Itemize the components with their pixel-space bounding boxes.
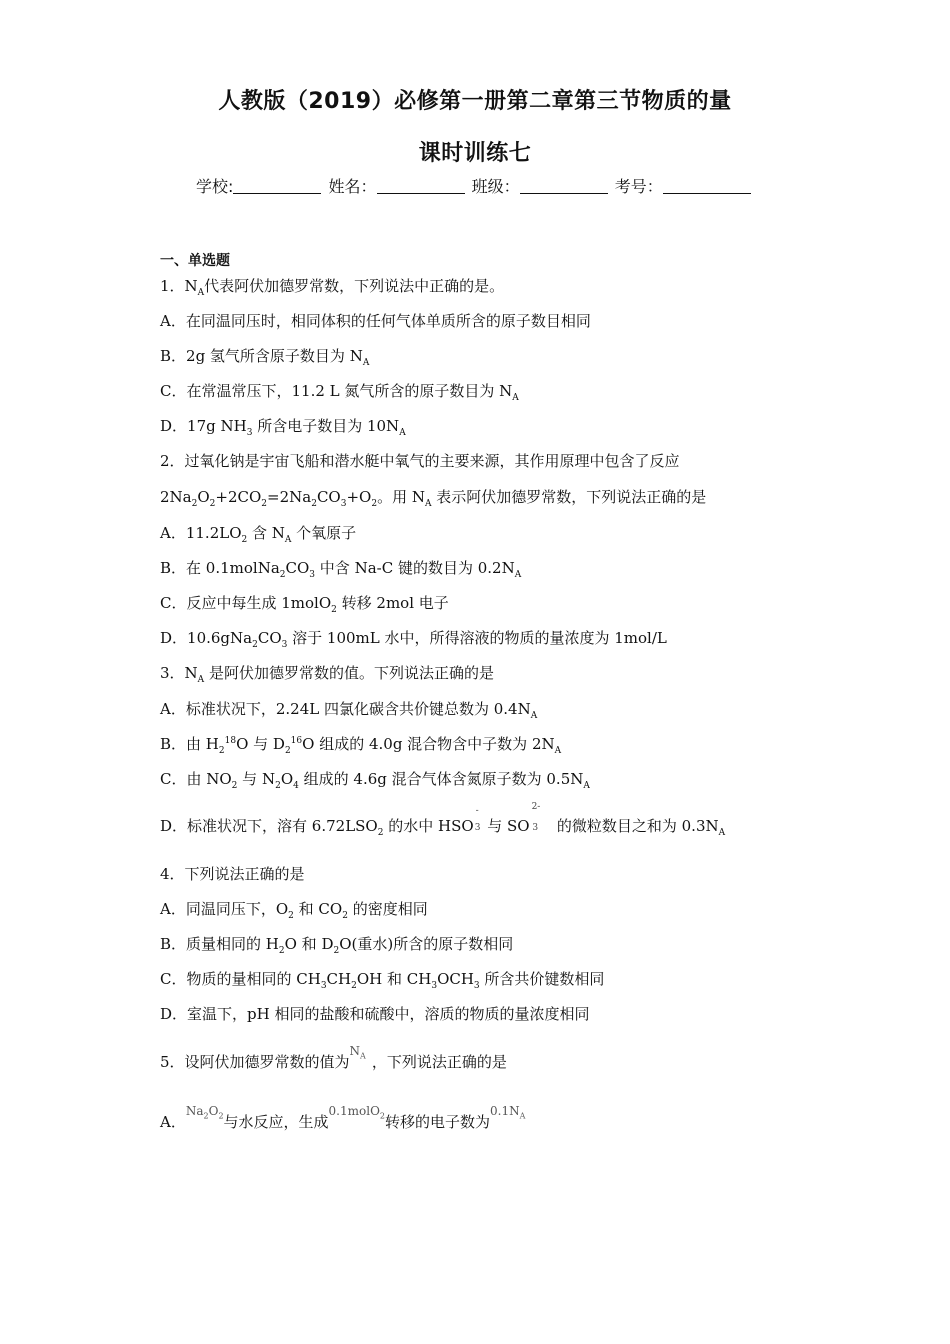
q4-option-c[interactable]: C．物质的量相同的 $CH_3CH_2OH$ 和 $CH_3OCH_3$ 所含共价键数相同 — [160, 970, 605, 991]
na-formula-image: NA — [349, 1044, 366, 1061]
q3-option-a[interactable]: A．标准状况下，2.24L 四氯化碳含共价键总数为 $0.4N_A$ — [160, 700, 538, 721]
q1-option-a[interactable]: A．在同温同压时，相同体积的任何气体单质所含的原子数目相同 — [160, 312, 591, 330]
hso3-charge: -3 — [474, 806, 481, 833]
q1-option-c[interactable]: C．在常温常压下，11.2 L 氮气所含的原子数目为 $N_A$ — [160, 382, 519, 403]
q2-option-d[interactable]: D．$10.6gNa_2CO_3$ 溶于 100mL 水中，所得溶液的物质的量浓度为 1mol/L — [160, 629, 667, 650]
q4-option-a[interactable]: A．同温同压下，$O_2$ 和 $CO_2$ 的密度相同 — [160, 900, 428, 921]
q2-stem-line2: $2Na_2O_2+2CO_2=2Na_2CO_3+O_2$。用 $N_A$ 表示阿伏加德罗常数，下列说法正确的是 — [160, 488, 707, 509]
exam-number-blank[interactable] — [663, 179, 751, 194]
q1-stem: 1．$N_A$代表阿伏加德罗常数，下列说法中正确的是。 — [160, 277, 505, 298]
o2-amount-formula-image: 0.1molO2 — [328, 1104, 386, 1121]
class-label: 班级： — [471, 177, 520, 196]
exam-number-label: 考号： — [614, 177, 663, 196]
q3-option-d[interactable]: D．标准状况下，溶有 $6.72LSO_2$ 的水中 $HSO^{^-_3}$ 与 SO$^{^{2-}_3}$ 的微粒数目之和为 $0.3N_A$ — [160, 802, 726, 838]
q2-option-c[interactable]: C．反应中每生成 1molO$_2$ 转移 2mol 电子 — [160, 594, 449, 615]
electron-count-formula-image: 0.1NA — [490, 1104, 526, 1121]
student-info-line — [196, 174, 753, 197]
q5-stem: 5．设阿伏加德罗常数的值为$^{N_A}$ ，下列说法正确的是 — [160, 1044, 507, 1071]
q3-stem: 3．$N_A$ 是阿伏加德罗常数的值。下列说法正确的是 — [160, 664, 494, 685]
q3-option-b[interactable]: B．由 $H_2^{18}O$ 与 $D_2^{16}O$ 组成的 4.0g 混合物含中子数为 $2N_A$ — [160, 735, 562, 756]
document-subtitle: 课时训练七 — [418, 141, 532, 166]
q3-option-c[interactable]: C．由 $NO_2$ 与 $N_2O_4$ 组成的 4.6g 混合气体含氮原子数为 $0.5N_A$ — [160, 770, 590, 791]
q2-option-b[interactable]: B．在 $0.1molNa_2CO_3$ 中含 Na-C 键的数目为 $0.2N_A$ — [160, 559, 522, 580]
school-blank[interactable] — [233, 179, 321, 194]
q2-stem-line1: 2．过氧化钠是宇宙飞船和潜水艇中氧气的主要来源，其作用原理中包含了反应 — [160, 452, 680, 470]
document-title: 人教版（2019）必修第一册第二章第三节物质的量 — [218, 89, 732, 114]
q5-option-a[interactable]: A．$^{Na_2O_2}$与水反应，生成$^{0.1molO_2}$转移的电子数为$^{0.1N_A}$ — [160, 1104, 526, 1131]
q1-option-b[interactable]: B．2g 氢气所含原子数目为 $N_A$ — [160, 347, 370, 368]
q4-stem: 4．下列说法正确的是 — [160, 865, 305, 883]
q4-option-b[interactable]: B．质量相同的 $H_2O$ 和 $D_2O$(重水)所含的原子数相同 — [160, 935, 514, 956]
name-blank[interactable] — [377, 179, 465, 194]
so3-charge: 2-3 — [531, 802, 541, 833]
q4-option-d[interactable]: D．室温下，pH 相同的盐酸和硫酸中，溶质的物质的量浓度相同 — [160, 1005, 590, 1023]
q2-option-a[interactable]: A．$11.2LO_2$ 含 $N_A$ 个氧原子 — [160, 524, 357, 545]
section-title: 一、单选题 — [160, 253, 230, 269]
school-label: 学校: — [196, 177, 234, 196]
class-blank[interactable] — [520, 179, 608, 194]
name-label: 姓名： — [328, 177, 377, 196]
q1-option-d[interactable]: D．17g $NH_3$ 所含电子数目为 $10N_A$ — [160, 417, 406, 438]
na2o2-formula-image: Na2O2 — [185, 1104, 224, 1121]
